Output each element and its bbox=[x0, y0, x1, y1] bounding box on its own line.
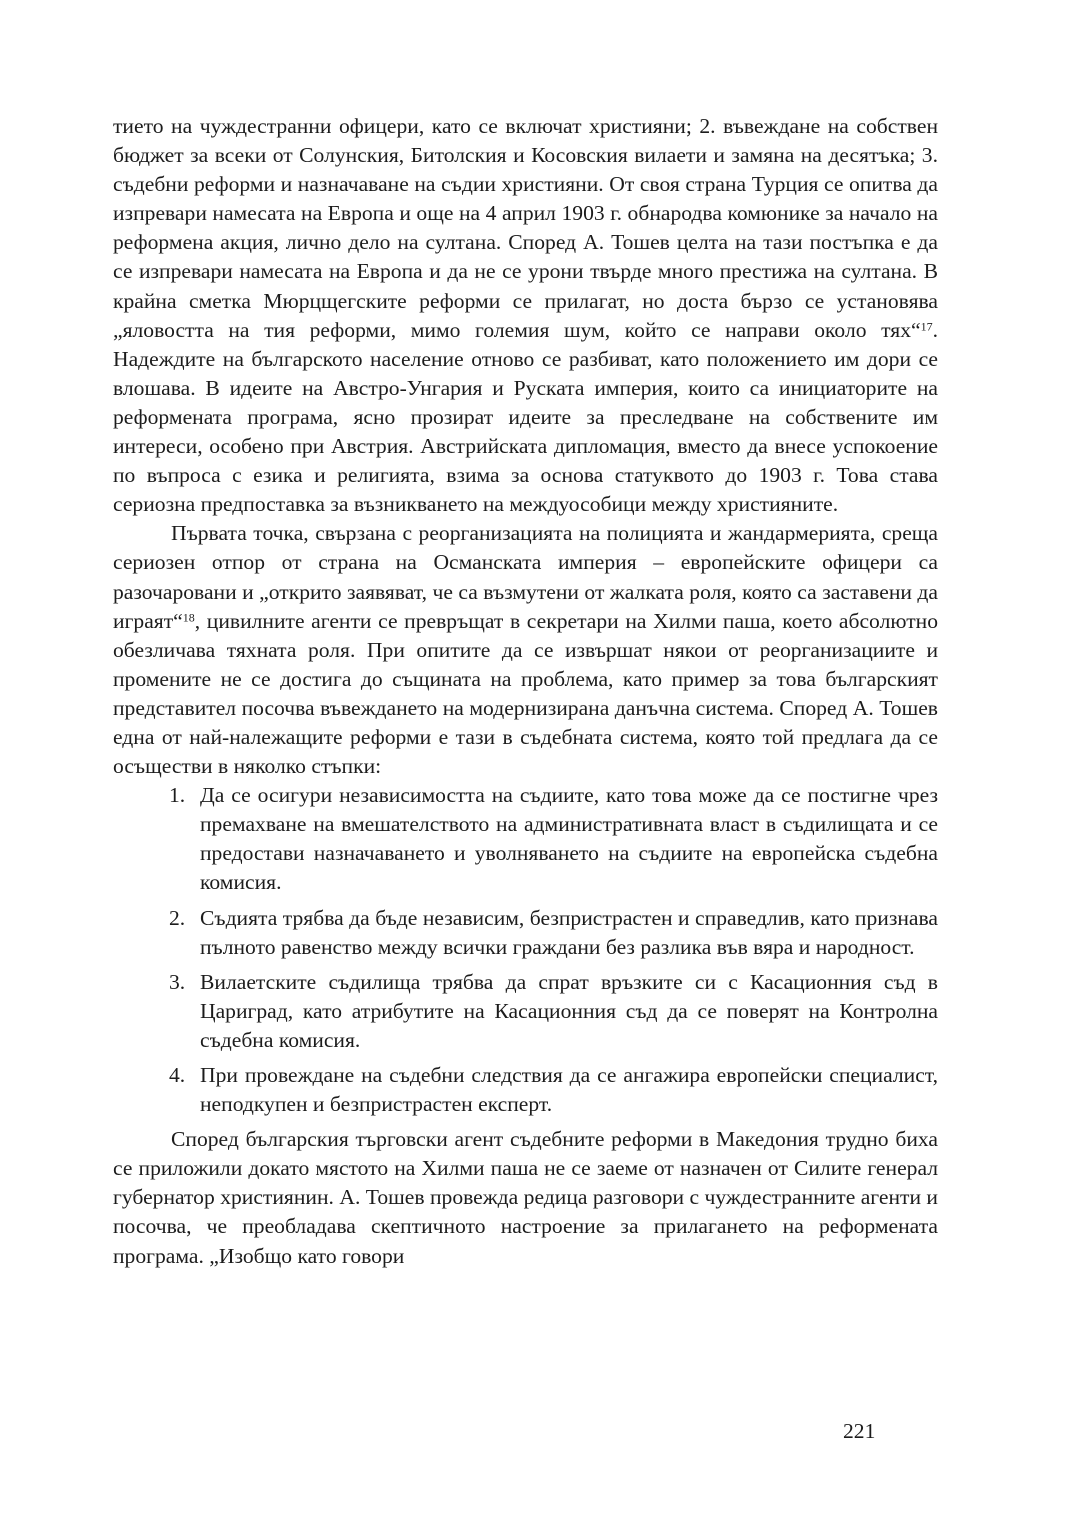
list-item-number: 3. bbox=[169, 969, 186, 994]
paragraph-text: . Надеждите на българското население отново се разбиват, като положението им дори се влошава. В идеите на Австро-Унгария и Руската империя, които са инициаторите на реформената програма, ясно прозират идеите за преследване на собствените им интереси, особено при Австрия. Австрийската дипломация, вместо да внесе успокоение по въпроса с езика и религията, взима за основа статуквото до 1903 г. Това става сериозна предпоставка за възникването на междуособици между християните. bbox=[113, 317, 938, 517]
footnote-ref-17[interactable]: 17 bbox=[920, 319, 933, 334]
list-item-text: Да се осигури независимостта на съдиите, като това може да се постигне чрез премахване на вмешателството на административната власт в съдилищата и се предостави назначаването и уволняването на съдиите на европейска съдебна комисия. bbox=[200, 783, 938, 895]
list-item-number: 2. bbox=[169, 905, 186, 930]
page-number: 221 bbox=[843, 1419, 876, 1443]
paragraph-continuation bbox=[113, 112, 938, 519]
list-item bbox=[171, 968, 938, 1055]
footnote-ref-18[interactable]: 18 bbox=[182, 610, 195, 624]
paragraph-police-reform bbox=[113, 519, 938, 781]
list-item-number: 1. bbox=[169, 783, 186, 808]
list-item bbox=[171, 904, 938, 962]
body-text bbox=[113, 112, 938, 1271]
paragraph-text: Първата точка, свързана с реорганизацията на полицията и жандармерията, среща сериозен отпор от страна на Османската империя – европейските офицери са разочаровани и „открито заявяват, че са възмутени от жалката роля, която са заставени да играят“ bbox=[113, 521, 938, 633]
paragraph-text: , цивилните агенти се превръщат в секретари на Хилми паша, което абсолютно обезличава тяхната роля. При опитите да се извършат някои от реорганизациите и промените не се достига до същината на проблема, като пример за това българският представител посочва въвеждането на модернизирана данъчна система. Според А. Тошев една от най-належащите реформи е тази в съдебната система, която той предлага да се осъществи в няколко стъпки: bbox=[113, 608, 938, 779]
list-item-text: При провеждане на съдебни следствия да се ангажира европейски специалист, неподкупен и безпристрастен експерт. bbox=[200, 1063, 938, 1117]
paragraph-closing: Според българския търговски агент съдебните реформи в Македония трудно биха се приложили докато мястото на Хилми паша не се заеме от назначен от Силите генерал губернатор християнин. А. Тошев провежда редица разговори с чуждестранните агенти и посочва, че преобладава скептичното настроение за прилагането на реформената програма. „Изобщо като говори bbox=[113, 1127, 938, 1268]
judicial-reform-list bbox=[113, 781, 938, 1119]
list-item-text: Вилаетските съдилища трябва да спрат връзките си с Касационния съд в Цариград, като атрибутите на Касационния съд да се поверят на Контролна съдебна комисия. bbox=[200, 969, 938, 1052]
list-item-number: 4. bbox=[169, 1063, 186, 1087]
list-item bbox=[171, 781, 938, 897]
list-item bbox=[171, 1061, 938, 1119]
list-item-text: Съдията трябва да бъде независим, безпристрастен и справедлив, като признава пълното равенство между всички граждани без разлика във вяра и народност. bbox=[200, 905, 938, 959]
paragraph-text: тието на чуждестранни офицери, като се включат християни; 2. въвеждане на собствен бюджет за всеки от Солунския, Битолския и Косовския вилаети и замяна на десятъка; 3. съдебни реформи и назначаване на съдии християни. От своя страна Турция се опитва да изпревари намесата на Европа и още на 4 април 1903 г. обнародва комюнике за начало на реформена акция, лично дело на султана. Според А. Тошев целта на тази постъпка е да се изпревари намесата на Европа и да не се урони твърде много престижа на султана. В крайна сметка Мюрцщегските реформи се прилагат, но доста бързо се установява „яловостта на тия реформи, мимо големия шум, който се направи около тях“ bbox=[113, 114, 938, 342]
